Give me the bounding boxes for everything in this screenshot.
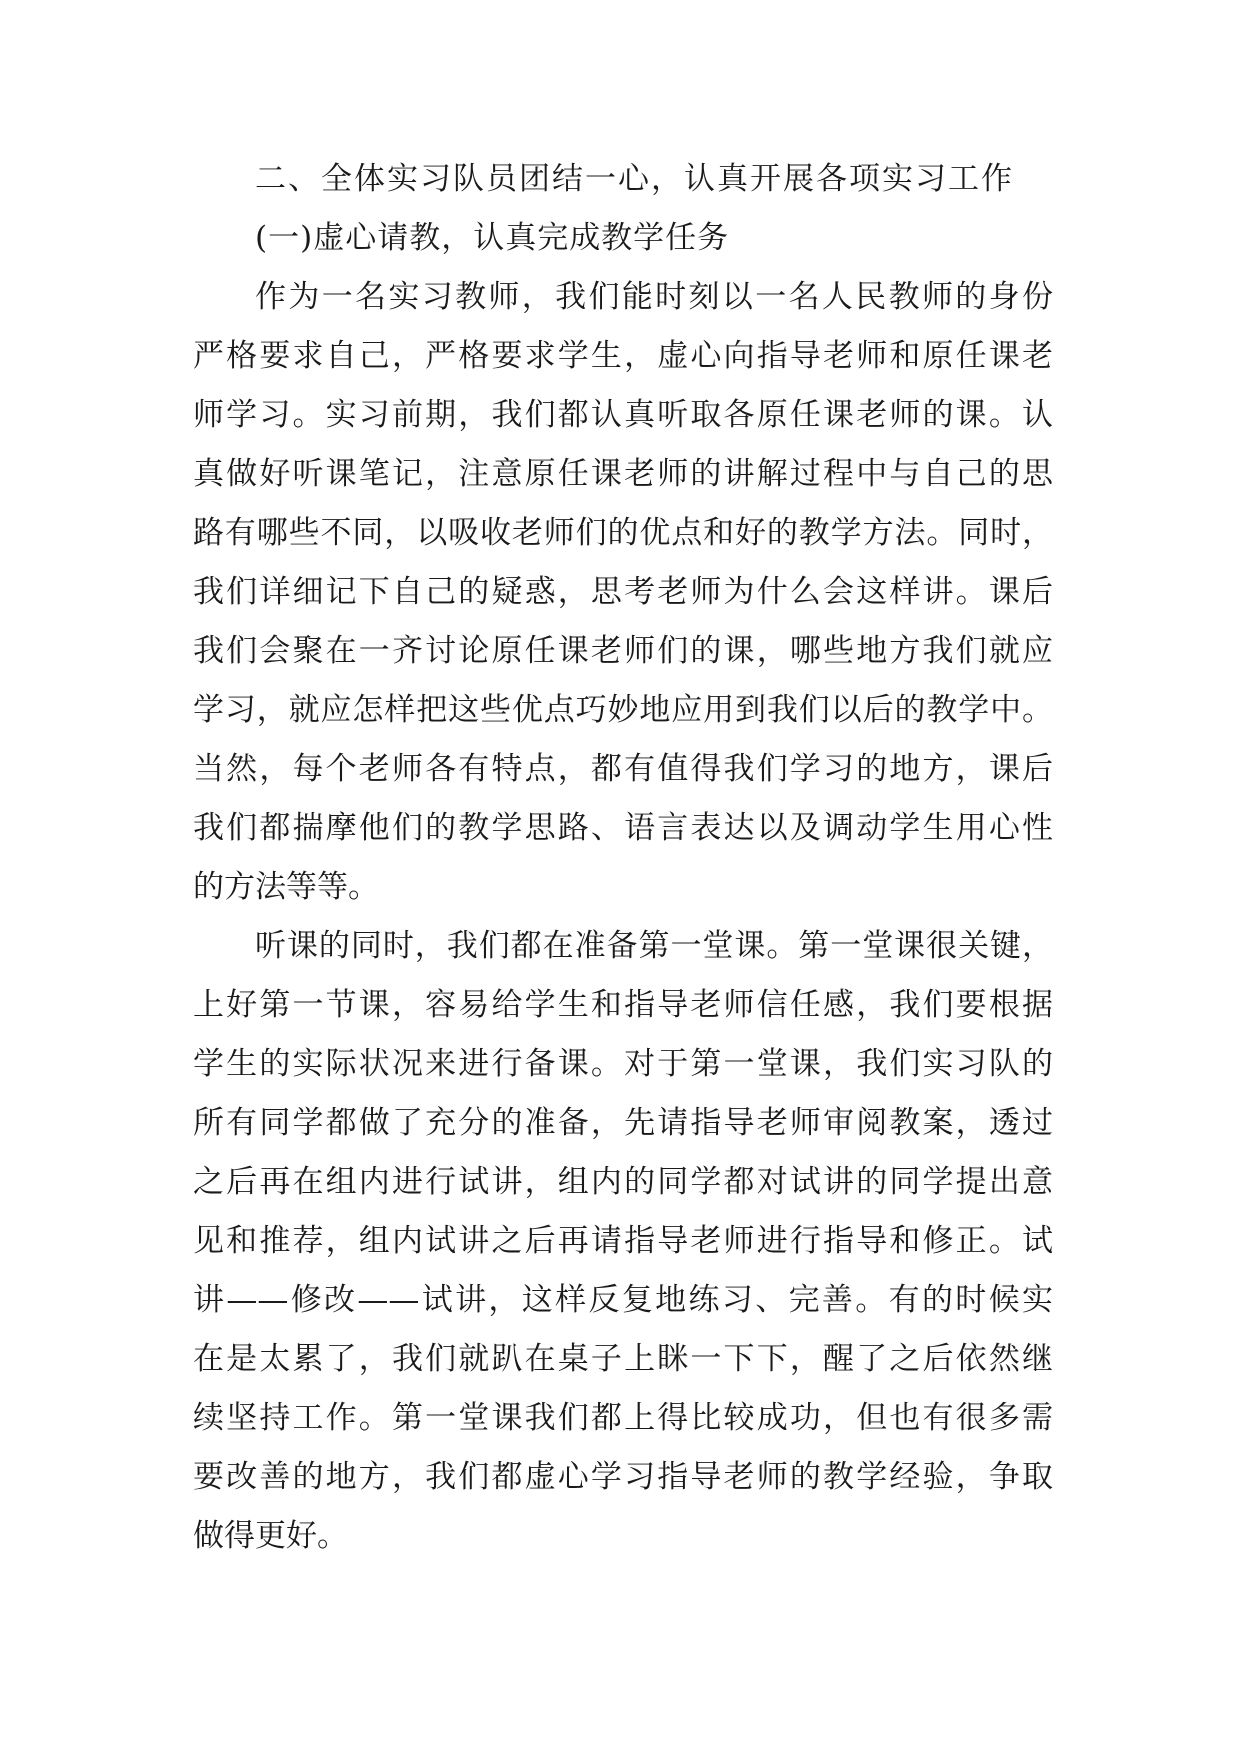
paragraph-line: 我们都揣摩他们的教学思路、语言表达以及调动学生用心性 — [193, 810, 1053, 846]
paragraph-line: 上好第一节课，容易给学生和指导老师信任感，我们要根据 — [193, 987, 1053, 1023]
paragraph-line: 讲——修改——试讲，这样反复地练习、完善。有的时候实 — [193, 1282, 1053, 1318]
paragraph-1 — [193, 268, 1053, 917]
paragraph-line: 真做好听课笔记，注意原任课老师的讲解过程中与自己的思 — [193, 456, 1053, 492]
paragraph-line: 当然，每个老师各有特点，都有值得我们学习的地方，课后 — [193, 751, 1053, 787]
paragraph-line: 师学习。实习前期，我们都认真听取各原任课老师的课。认 — [193, 397, 1053, 433]
paragraph-line: 要改善的地方，我们都虚心学习指导老师的教学经验，争取 — [193, 1459, 1053, 1495]
document-body — [193, 150, 1053, 1566]
section-heading: 二、全体实习队员团结一心，认真开展各项实习工作 — [255, 161, 1014, 197]
paragraph-2 — [193, 917, 1053, 1566]
paragraph-line: 的方法等等。 — [193, 869, 379, 905]
paragraph-line: 我们详细记下自己的疑惑，思考老师为什么会这样讲。课后 — [193, 574, 1053, 610]
paragraph-line: 作为一名实习教师，我们能时刻以一名人民教师的身份 — [255, 279, 1053, 315]
paragraph-line: 做得更好。 — [193, 1518, 348, 1554]
paragraph-line: 学生的实际状况来进行备课。对于第一堂课，我们实习队的 — [193, 1046, 1053, 1082]
paragraph-line: 在是太累了，我们就趴在桌子上眯一下下，醒了之后依然继 — [193, 1341, 1053, 1377]
paragraph-line: 见和推荐，组内试讲之后再请指导老师进行指导和修正。试 — [193, 1223, 1053, 1259]
paragraph-line: 我们会聚在一齐讨论原任课老师们的课，哪些地方我们就应 — [193, 633, 1053, 669]
paragraph-line: 严格要求自己，严格要求学生，虚心向指导老师和原任课老 — [193, 338, 1053, 374]
paragraph-line: 续坚持工作。第一堂课我们都上得比较成功，但也有很多需 — [193, 1400, 1053, 1436]
paragraph-line: 路有哪些不同，以吸收老师们的优点和好的教学方法。同时， — [193, 515, 1053, 551]
paragraph-line: 所有同学都做了充分的准备，先请指导老师审阅教案，透过 — [193, 1105, 1053, 1141]
paragraph-line: 之后再在组内进行试讲，组内的同学都对试讲的同学提出意 — [193, 1164, 1053, 1200]
paragraph-line: 听课的同时，我们都在准备第一堂课。第一堂课很关键， — [255, 928, 1053, 964]
paragraph-line: 学习，就应怎样把这些优点巧妙地应用到我们以后的教学中。 — [193, 692, 1053, 728]
subsection-heading: (一)虚心请教，认真完成教学任务 — [255, 220, 730, 256]
